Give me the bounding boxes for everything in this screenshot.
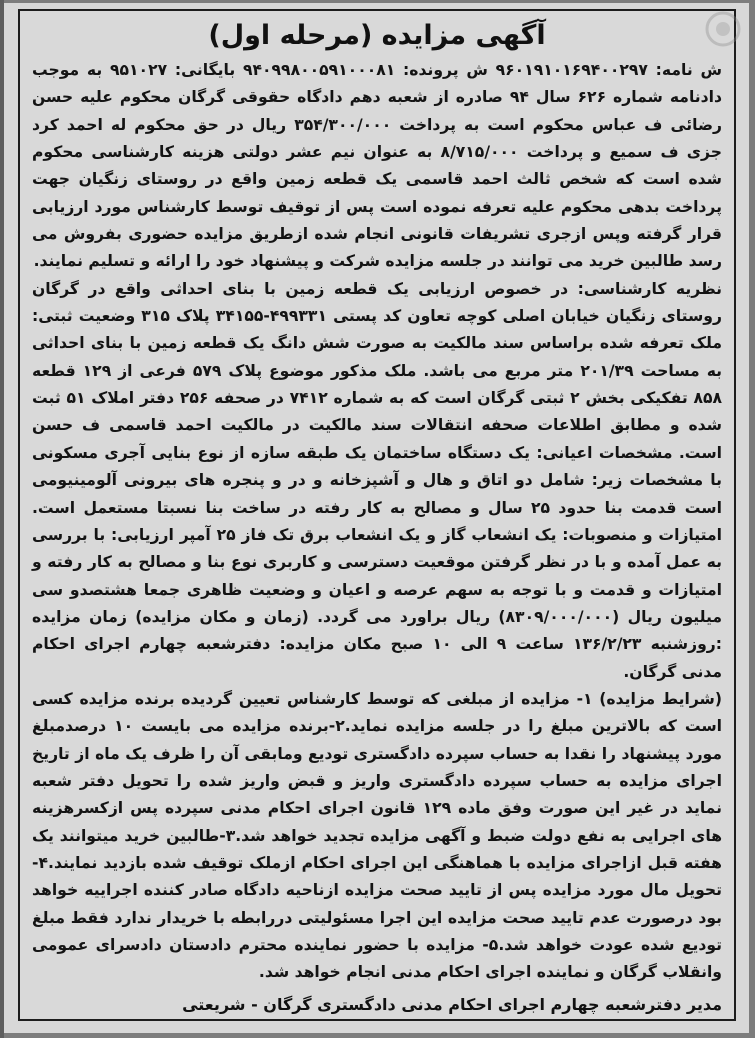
- notice-frame: [18, 9, 736, 1021]
- notice-paragraph-intro: ش نامه: ۹۶۰۱۹۱۰۱۶۹۴۰۰۲۹۷ ش پرونده: ۹۴۰۹۹۸۰۰۵۹۱۰۰۰۸۱ بایگانی: ۹۵۱۰۲۷ به موجب دادنامه شماره ۶۲۶ سال ۹۴ صادره از شعبه دهم دادگاه حقوقی گرگان محکوم علیه حسن رضائی ف عباس محکوم است به پرداخت ۳۵۴/۳۰۰/۰۰۰ ریال در حق محکوم له احمد کرد جزی ف سمیع و پرداخت ۸/۷۱۵/۰۰۰ به عنوان نیم عشر دولتی هزینه کارشناسی محکوم شده است که شخص ثالث احمد قاسمی یک قطعه زمین واقع در روستای زنگیان جهت پرداخت بدهی محکوم علیه تعرفه نموده است پس از توقیف توسط کارشناس مورد ارزیابی قرار گرفته وپس ازجری تشریفات قانونی انجام شده ازطریق مزایده حضوری بفروش می رسد طالبین خرید می توانند در جلسه مزایده شرکت و پیشنهاد خود را ارائه و تسلیم نمایند.: [32, 61, 723, 271]
- notice-signature: مدیر دفترشعبه چهارم اجرای احکام مدنی دادگستری گرگان - شریعتی: [182, 994, 722, 1014]
- notice-paragraph-appraisal: نظریه کارشناسی: در خصوص ارزیابی یک قطعه زمین با بنای احداثی واقع در گرگان روستای زنگیان خیابان اصلی کوچه تعاون کد پستی ۴۹۹۳۳۱-۳۴۱۵۵ پلاک ۳۱۵ وضعیت ثبتی: ملک تعرفه شده براساس سند مالکیت به صورت شش دانگ یک قطعه زمین با بنای احداثی به مساحت ۲۰۱/۳۹ متر مربع می باشد. ملک مذکور موضوع پلاک ۵۷۹ فرعی از ۱۲۹ قطعه ۸۵۸ تفکیکی بخش ۲ ثبتی گرگان است که به شماره ۷۴۱۲ در صحفه ۲۵۶ دفتر املاک ۵۱ ثبت شده و مطابق اطلاعات صحفه انتقالات سند مالکیت در مالکیت احمد قاسمی ف حسن است. مشخصات اعیانی: یک دستگاه ساختمان یک طبقه سازه از نوع بنایی آجری مسکونی با مشخصات زیر: شامل دو اتاق و هال و آشپزخانه و در و پنجره های بیرونی آلومینیومی است قدمت بنا حدود ۲۵ سال و مصالح به کار رفته در ساخت بنا نسبتا مستعمل است. امتیازات و منصوبات: یک انشعاب گاز و یک انشعاب برق تک فاز ۲۵ آمپر ارزیابی: با بررسی به عمل آمده و با در نظر گرفتن موقعیت دسترسی و کاربری نوع بنا و مصالح به کار رفته و امتیازات و قدمت و با توجه به سهم عرصه و اعیان و وضعیت ظاهری جمعا هشتصدو سی میلیون ریال (۸۳۰۹/۰۰۰/۰۰۰) ریال براورد می گردد. (زمان و مکان مزایده) زمان مزایده :روزشنبه ۱۳۶/۲/۲۳ ساعت ۹ الی ۱۰ صبح مکان مزایده: دفترشعبه چهارم اجرای احکام مدنی گرگان.: [32, 279, 723, 681]
- watermark-icon: [703, 9, 743, 49]
- notice-title: آگهی مزایده (مرحله اول): [208, 20, 546, 51]
- notice-body: [32, 57, 722, 987]
- notice-paragraph-conditions: (شرایط مزایده) ۱- مزایده از مبلغی که توسط کارشناس تعیین گردیده برنده مزایده کسی است که بالاترین مبلغ را در جلسه مزایده نماید.۲-برنده مزایده می بایست ۱۰ درصدمبلغ مورد پیشنهاد را نقدا به حساب سپرده دادگستری تودیع ومابقی آن را ظرف یک ماه از تاریخ اجرای مزایده به حساب سپرده دادگستری واریز و قبض واریز شده را تحویل دفتر شعبه نماید در غیر این صورت وفق ماده ۱۲۹ قانون اجرای احکام مدنی سپرده پس ازکسرهزینه های اجرایی به نفع دولت ضبط و آگهی مزایده تجدید خواهد شد.۳-طالبین خرید میتوانند یک هفته قبل ازاجرای مزایده با هماهنگی این اجرای احکام ازملک توقیف شده بازدید نمایند.۴-تحویل مال مورد مزایده پس از تایید صحت مزایده ازناحیه دادگاه صادر کننده اجراییه خواهد بود درصورت عدم تایید صحت مزایده این اجرا مسئولیتی دررابطه با خریدار ندارد فقط مبلغ تودیع شده عودت خواهد شد.۵- مزایده با حضور نماینده محترم دادستان دادسرای عمومی وانقلاب گرگان و نماینده اجرای احکام مدنی انجام خواهد شد.: [32, 689, 723, 982]
- newspaper-clipping: [4, 3, 749, 1033]
